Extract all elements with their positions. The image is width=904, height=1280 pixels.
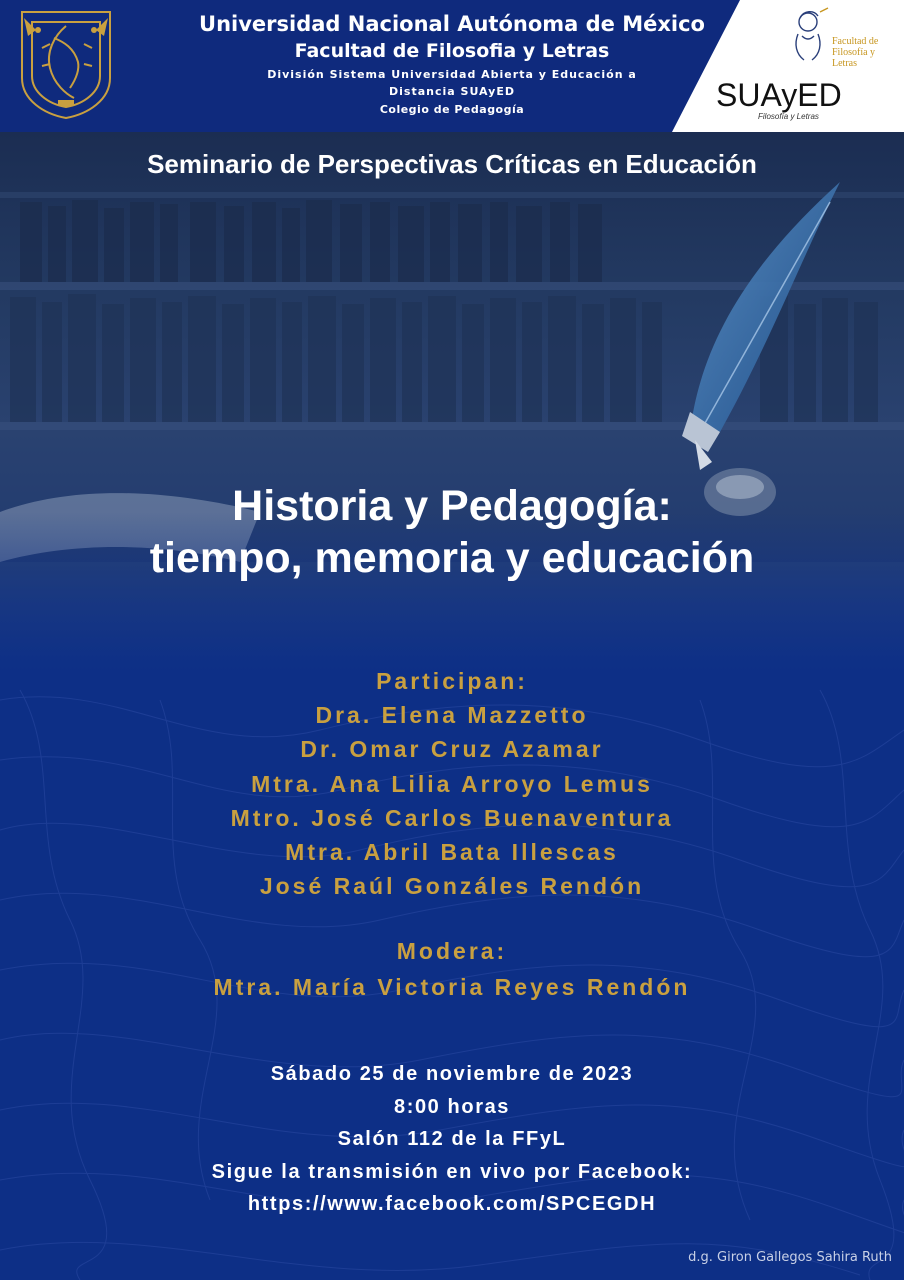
- event-title-line-1: Historia y Pedagogía:: [232, 482, 672, 530]
- moderator-heading: Modera:: [396, 938, 508, 964]
- ffyl-logo-text: Facultad de Filosofía y Letras: [832, 36, 879, 69]
- participant-name: Dr. Omar Cruz Azamar: [300, 736, 604, 763]
- library-scene: [0, 132, 904, 672]
- suayed-logo-word: SUAyED: [716, 77, 842, 113]
- moderator-name: Mtra. María Victoria Reyes Rendón: [213, 974, 691, 1000]
- designer-credit: d.g. Giron Gallegos Sahira Ruth: [688, 1250, 892, 1265]
- event-title: [0, 480, 904, 584]
- division-name: División Sistema Universidad Abierta y Educación a Distancia SUAyED: [267, 68, 637, 98]
- suayed-logo-icon: [716, 76, 896, 126]
- participant-name: Dra. Elena Mazzetto: [315, 702, 589, 729]
- header-band: [0, 0, 904, 132]
- participant-name: Mtra. Ana Lilia Arroyo Lemus: [251, 770, 653, 797]
- university-name: Universidad Nacional Autónoma de México: [199, 12, 705, 36]
- college-name: Colegio de Pedagogía: [379, 103, 525, 116]
- ffyl-logo-icon: [784, 6, 894, 69]
- stream-note: Sigue la transmisión en vivo por Facebook:: [211, 1160, 693, 1183]
- seminar-name: Seminario de Perspectivas Críticas en Educación: [147, 149, 757, 179]
- header-titles: [152, 10, 752, 120]
- participant-name: Mtra. Abril Bata Illescas: [285, 839, 619, 866]
- facebook-link[interactable]: https://www.facebook.com/SPCEGDH: [247, 1193, 657, 1215]
- unam-crest-icon: [14, 8, 118, 120]
- participant-name: José Raúl Gonzáles Rendón: [259, 873, 645, 900]
- background-photo: [0, 132, 904, 672]
- faculty-name: Facultad de Filosofia y Letras: [294, 40, 610, 62]
- participants-heading: Participan:: [376, 668, 528, 694]
- participants-list: [0, 664, 904, 903]
- participant-name: Mtro. José Carlos Buenaventura: [230, 804, 674, 831]
- event-date: Sábado 25 de noviembre de 2023: [270, 1063, 634, 1085]
- suayed-logo-sub: Filosofía y Letras: [758, 112, 819, 121]
- event-title-line-2: tiempo, memoria y educación: [149, 534, 755, 582]
- event-details: [0, 1058, 904, 1221]
- event-place: Salón 112 de la FFyL: [337, 1128, 567, 1150]
- moderator-block: [0, 933, 904, 1005]
- event-time: 8:00 horas: [393, 1095, 511, 1118]
